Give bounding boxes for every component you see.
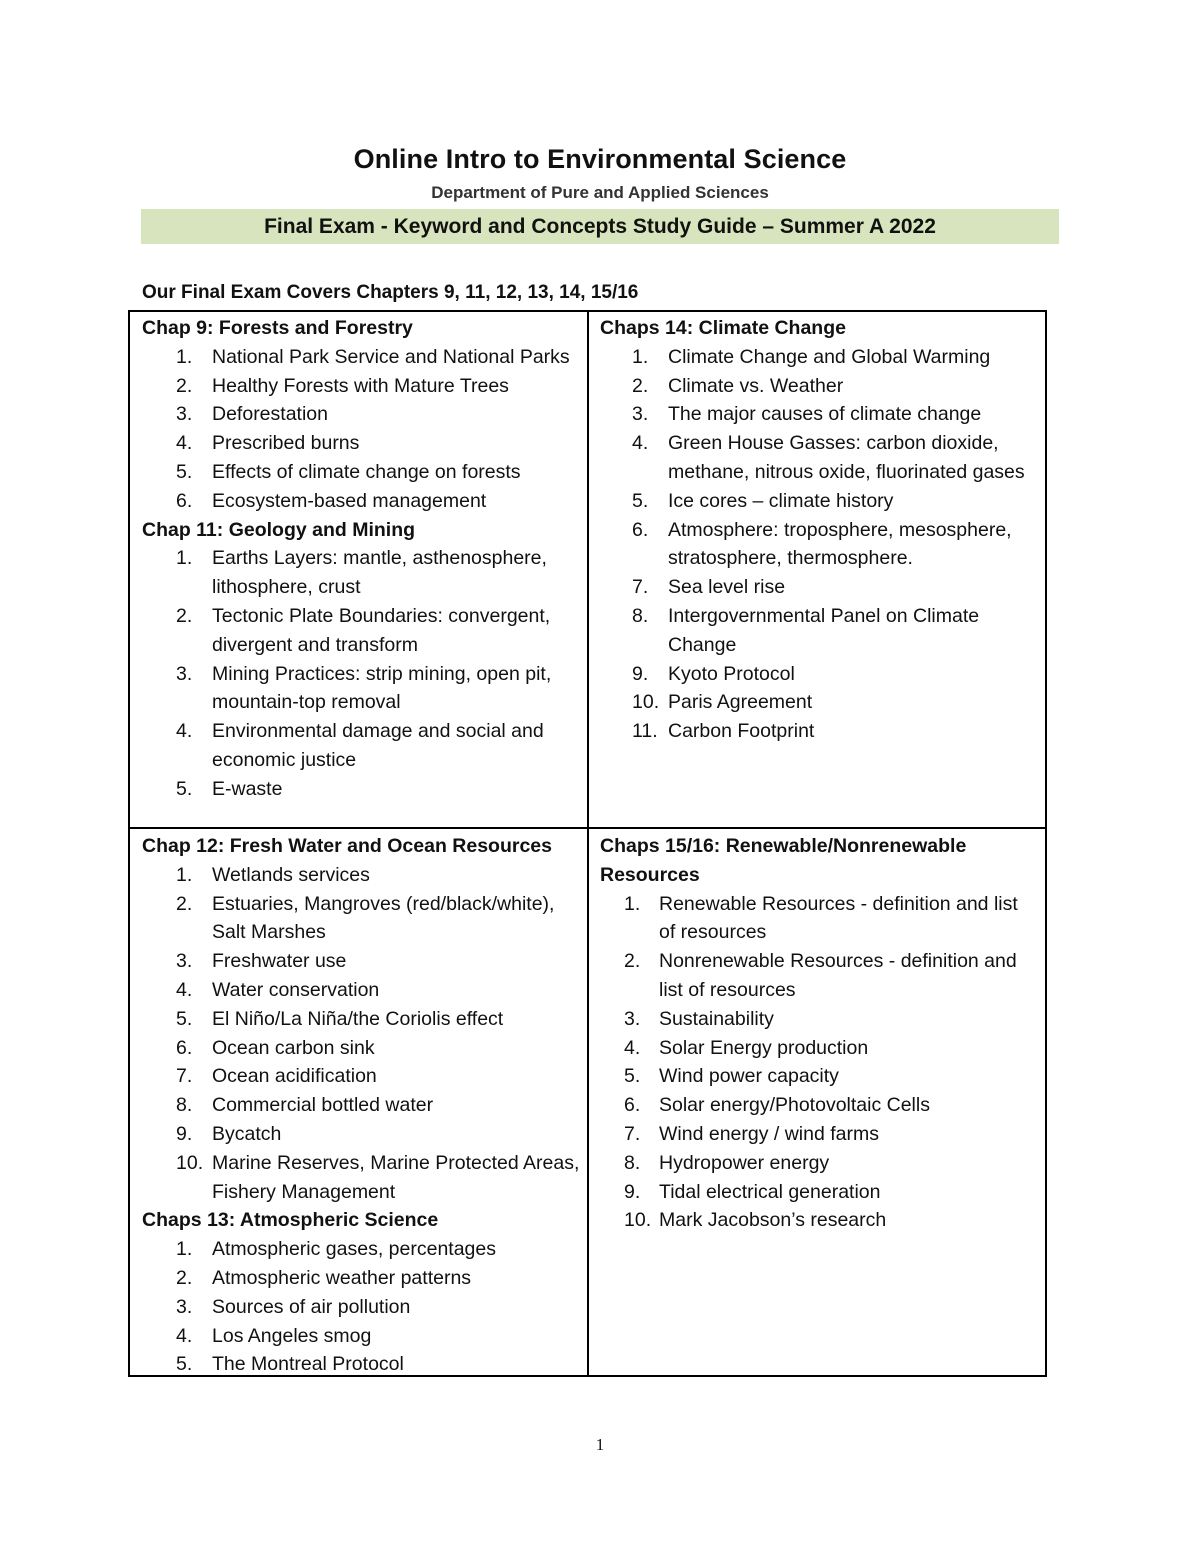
topic-item	[142, 372, 582, 401]
topic-item	[142, 775, 582, 804]
chapter-heading: Chaps 13: Atmospheric Science	[142, 1209, 439, 1232]
topic-number: 4.	[176, 432, 193, 455]
topic-item	[600, 429, 1040, 487]
topic-number: 1.	[632, 345, 649, 368]
topic-number: 3.	[176, 662, 193, 685]
table-cell-bottom-left	[142, 832, 582, 1379]
topic-number: 10.	[624, 1209, 652, 1232]
topic-text: Marine Reserves, Marine Protected Areas, Fishery Management	[212, 1151, 580, 1203]
topic-text: The major causes of climate change	[668, 403, 982, 426]
topic-list	[142, 544, 582, 803]
topic-number: 3.	[176, 1295, 193, 1318]
topic-number: 2.	[176, 374, 193, 397]
topic-text: Paris Agreement	[668, 691, 813, 714]
topic-text: Environmental damage and social and economic justice	[212, 720, 544, 771]
topic-list	[600, 343, 1040, 746]
topic-number: 5.	[624, 1065, 641, 1088]
topic-text: Bycatch	[212, 1122, 282, 1145]
topic-text: Ocean acidification	[212, 1065, 377, 1088]
topic-number: 7.	[176, 1065, 193, 1088]
topic-text: Atmosphere: troposphere, mesosphere, stratosphere, thermosphere.	[668, 518, 1012, 570]
topic-number: 1.	[624, 892, 641, 915]
topic-item	[600, 516, 1040, 574]
topic-text: Kyoto Protocol	[668, 662, 795, 685]
topic-list	[142, 1235, 582, 1379]
topic-text: Solar Energy production	[659, 1036, 869, 1059]
topic-text: Carbon Footprint	[668, 720, 815, 743]
topic-number: 4.	[632, 432, 649, 455]
topic-text: Green House Gasses: carbon dioxide, methane, nitrous oxide, fluorinated gases	[668, 432, 1025, 483]
topic-text: Healthy Forests with Mature Trees	[212, 374, 509, 397]
topic-item	[600, 1034, 1030, 1063]
topic-text: Nonrenewable Resources - definition and list of resources	[659, 950, 1017, 1001]
topic-text: Atmospheric weather patterns	[212, 1266, 472, 1289]
topic-text: Tectonic Plate Boundaries: convergent, divergent and transform	[212, 604, 551, 656]
topic-item	[142, 976, 582, 1005]
topic-text: Sea level rise	[668, 576, 786, 599]
topic-number: 5.	[632, 489, 649, 512]
topic-number: 2.	[176, 604, 193, 627]
topic-number: 3.	[176, 403, 193, 426]
topic-text: Commercial bottled water	[212, 1094, 434, 1117]
topic-text: Ocean carbon sink	[212, 1036, 375, 1059]
topic-item	[142, 1293, 582, 1322]
topic-text: Sources of air pollution	[212, 1295, 411, 1318]
topic-item	[142, 660, 582, 718]
topic-item	[600, 717, 1040, 746]
table-cell-top-left	[142, 314, 582, 804]
topic-item	[142, 544, 582, 602]
topic-item	[142, 1322, 582, 1351]
topic-number: 6.	[632, 518, 649, 541]
exam-banner: Final Exam - Keyword and Concepts Study Guide – Summer A 2022	[141, 209, 1059, 244]
topic-number: 8.	[176, 1094, 193, 1117]
table-cell-top-right	[600, 314, 1040, 746]
topic-item	[142, 1235, 582, 1264]
topic-item	[142, 1149, 582, 1207]
topic-number: 5.	[176, 777, 193, 800]
topic-item	[600, 487, 1040, 516]
topic-number: 7.	[632, 576, 649, 599]
chapter-heading: Chap 9: Forests and Forestry	[142, 317, 413, 339]
topic-text: E-waste	[212, 777, 283, 800]
intro-line: Our Final Exam Covers Chapters 9, 11, 12, 13, 14, 15/16	[142, 282, 639, 303]
topic-number: 4.	[176, 978, 193, 1001]
topic-text: Renewable Resources - definition and list of resources	[659, 892, 1018, 944]
topic-number: 9.	[176, 1122, 193, 1145]
topic-text: Earths Layers: mantle, asthenosphere, lithosphere, crust	[212, 547, 547, 599]
topic-item	[600, 688, 1040, 717]
topic-list	[142, 861, 582, 1207]
topic-text: The Montreal Protocol	[212, 1353, 404, 1376]
topic-number: 6.	[624, 1094, 641, 1117]
topic-item	[142, 400, 582, 429]
topic-text: Los Angeles smog	[212, 1324, 372, 1347]
topic-item	[142, 602, 582, 660]
topic-text: Prescribed burns	[212, 432, 360, 455]
topic-item	[142, 1034, 582, 1063]
topic-number: 3.	[176, 950, 193, 973]
topic-text: Ecosystem-based management	[212, 489, 487, 512]
topic-item	[142, 717, 582, 775]
topic-number: 1.	[176, 863, 193, 886]
topic-text: Wind energy / wind farms	[659, 1122, 879, 1145]
topic-item	[600, 947, 1030, 1005]
topic-text: Solar energy/Photovoltaic Cells	[659, 1094, 930, 1117]
topic-item	[600, 890, 1030, 948]
topic-text: Atmospheric gases, percentages	[212, 1238, 496, 1261]
topic-text: Tidal electrical generation	[659, 1180, 881, 1203]
topic-item	[142, 1350, 582, 1379]
topic-text: Mining Practices: strip mining, open pit, mountain-top removal	[212, 662, 552, 714]
topic-text: Climate vs. Weather	[668, 374, 844, 397]
topic-item	[142, 1120, 582, 1149]
topic-number: 1.	[176, 547, 193, 570]
topic-number: 6.	[176, 489, 193, 512]
document-subtitle: Department of Pure and Applied Sciences	[431, 183, 769, 202]
topic-item	[142, 1091, 582, 1120]
topic-item	[142, 890, 582, 948]
topic-item	[600, 602, 1040, 660]
topic-number: 4.	[176, 720, 193, 743]
topic-text: Mark Jacobson’s research	[659, 1209, 887, 1232]
topic-item	[142, 861, 582, 890]
topic-text: Freshwater use	[212, 950, 347, 973]
topic-number: 2.	[176, 1266, 193, 1289]
topic-list	[600, 890, 1030, 1236]
topic-text: Estuaries, Mangroves (red/black/white), Salt Marshes	[212, 892, 555, 944]
topic-number: 3.	[632, 403, 649, 426]
topic-item	[600, 573, 1040, 602]
table-cell-bottom-right	[600, 832, 1030, 1235]
topic-number: 3.	[624, 1007, 641, 1030]
topic-number: 6.	[176, 1036, 193, 1059]
topic-item	[600, 1120, 1030, 1149]
topic-number: 2.	[624, 950, 641, 973]
topic-number: 4.	[176, 1324, 193, 1347]
topic-item	[600, 343, 1040, 372]
topic-item	[142, 1005, 582, 1034]
topic-item	[142, 343, 582, 372]
topic-number: 11.	[632, 720, 658, 743]
topic-item	[142, 429, 582, 458]
topic-item	[142, 458, 582, 487]
topic-text: Hydropower energy	[659, 1151, 830, 1174]
topic-item	[600, 1062, 1030, 1091]
topic-item	[600, 1005, 1030, 1034]
topic-text: National Park Service and National Parks	[212, 345, 570, 368]
topic-text: Deforestation	[212, 403, 328, 426]
topic-item	[142, 947, 582, 976]
topic-text: Wetlands services	[212, 863, 370, 886]
topic-text: Ice cores – climate history	[668, 489, 894, 512]
table-row-divider	[128, 827, 1047, 829]
chapter-heading: Chaps 14: Climate Change	[600, 317, 846, 339]
topic-text: Effects of climate change on forests	[212, 460, 521, 483]
chapter-heading: Chap 11: Geology and Mining	[142, 518, 416, 541]
page-number: 1	[595, 1435, 605, 1454]
topic-number: 8.	[624, 1151, 641, 1174]
topic-number: 2.	[176, 892, 193, 915]
chapter-heading: Chaps 15/16: Renewable/Nonrenewable Resources	[600, 835, 967, 886]
topic-item	[600, 372, 1040, 401]
chapter-heading: Chap 12: Fresh Water and Ocean Resources	[142, 835, 552, 857]
document-title: Online Intro to Environmental Science	[353, 144, 847, 174]
topic-text: Climate Change and Global Warming	[668, 345, 991, 368]
topic-item	[600, 1206, 1030, 1235]
topic-item	[600, 1149, 1030, 1178]
topic-text: Intergovernmental Panel on Climate Change	[668, 604, 980, 656]
topic-number: 1.	[176, 1238, 193, 1261]
topic-number: 8.	[632, 604, 649, 627]
topic-text: Sustainability	[659, 1007, 774, 1030]
topic-number: 5.	[176, 460, 193, 483]
topic-item	[600, 1091, 1030, 1120]
topic-item	[600, 660, 1040, 689]
topic-item	[142, 487, 582, 516]
topic-text: Water conservation	[212, 978, 380, 1001]
topic-list	[142, 343, 582, 516]
topic-item	[600, 1178, 1030, 1207]
topic-text: Wind power capacity	[659, 1065, 839, 1088]
topic-text: El Niño/La Niña/the Coriolis effect	[212, 1007, 504, 1030]
topic-item	[142, 1062, 582, 1091]
topic-number: 5.	[176, 1353, 193, 1376]
topic-item	[142, 1264, 582, 1293]
topic-number: 10.	[176, 1151, 204, 1174]
topic-number: 10.	[632, 691, 660, 714]
topic-number: 9.	[624, 1180, 641, 1203]
topic-number: 1.	[176, 345, 193, 368]
topic-number: 2.	[632, 374, 649, 397]
table-column-divider	[587, 310, 589, 1377]
topic-number: 9.	[632, 662, 649, 685]
topic-number: 4.	[624, 1036, 641, 1059]
topic-number: 5.	[176, 1007, 193, 1030]
topic-item	[600, 400, 1040, 429]
topic-number: 7.	[624, 1122, 641, 1145]
